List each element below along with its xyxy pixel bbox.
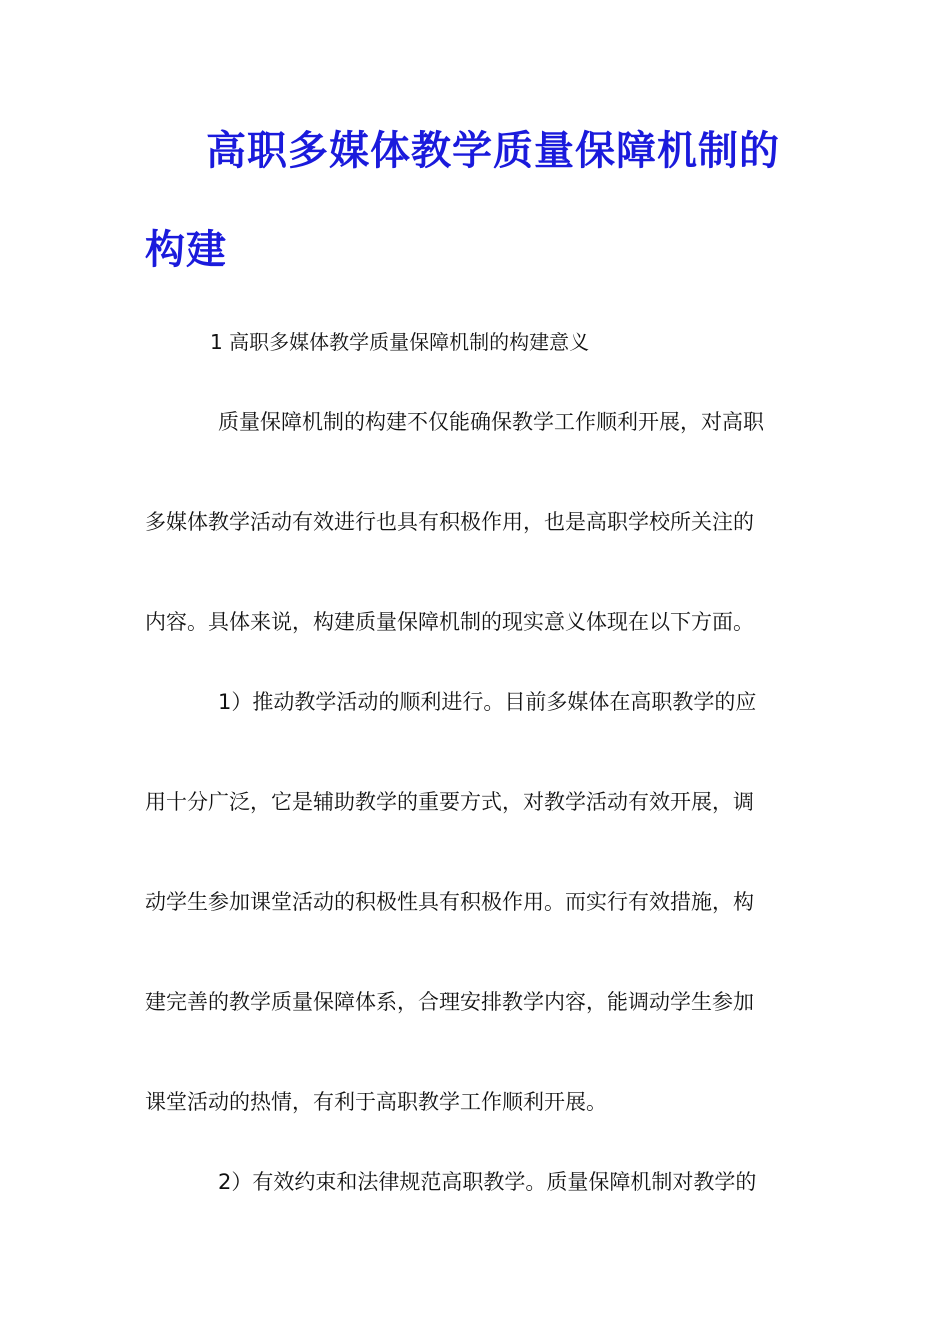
paragraph-line: 质量保障机制的构建不仅能确保教学工作顺利开展，对高职 bbox=[218, 410, 764, 434]
paragraph-line: 建完善的教学质量保障体系，合理安排教学内容，能调动学生参加 bbox=[145, 990, 754, 1014]
document-title-line-2: 构建 bbox=[145, 227, 227, 273]
paragraph-line: 用十分广泛，它是辅助教学的重要方式，对教学活动有效开展，调 bbox=[145, 790, 754, 814]
paragraph-line: 内容。具体来说，构建质量保障机制的现实意义体现在以下方面。 bbox=[145, 610, 754, 634]
paragraph-line: 课堂活动的热情，有利于高职教学工作顺利开展。 bbox=[145, 1090, 607, 1114]
paragraph-line: 1）推动教学活动的顺利进行。目前多媒体在高职教学的应 bbox=[218, 690, 757, 714]
section-heading: 1 高职多媒体教学质量保障机制的构建意义 bbox=[210, 330, 590, 354]
paragraph-line: 2）有效约束和法律规范高职教学。质量保障机制对教学的 bbox=[218, 1170, 757, 1194]
document-title-line-1: 高职多媒体教学质量保障机制的 bbox=[206, 128, 780, 174]
paragraph-line: 多媒体教学活动有效进行也具有积极作用，也是高职学校所关注的 bbox=[145, 510, 754, 534]
paragraph-line: 动学生参加课堂活动的积极性具有积极作用。而实行有效措施，构 bbox=[145, 890, 754, 914]
